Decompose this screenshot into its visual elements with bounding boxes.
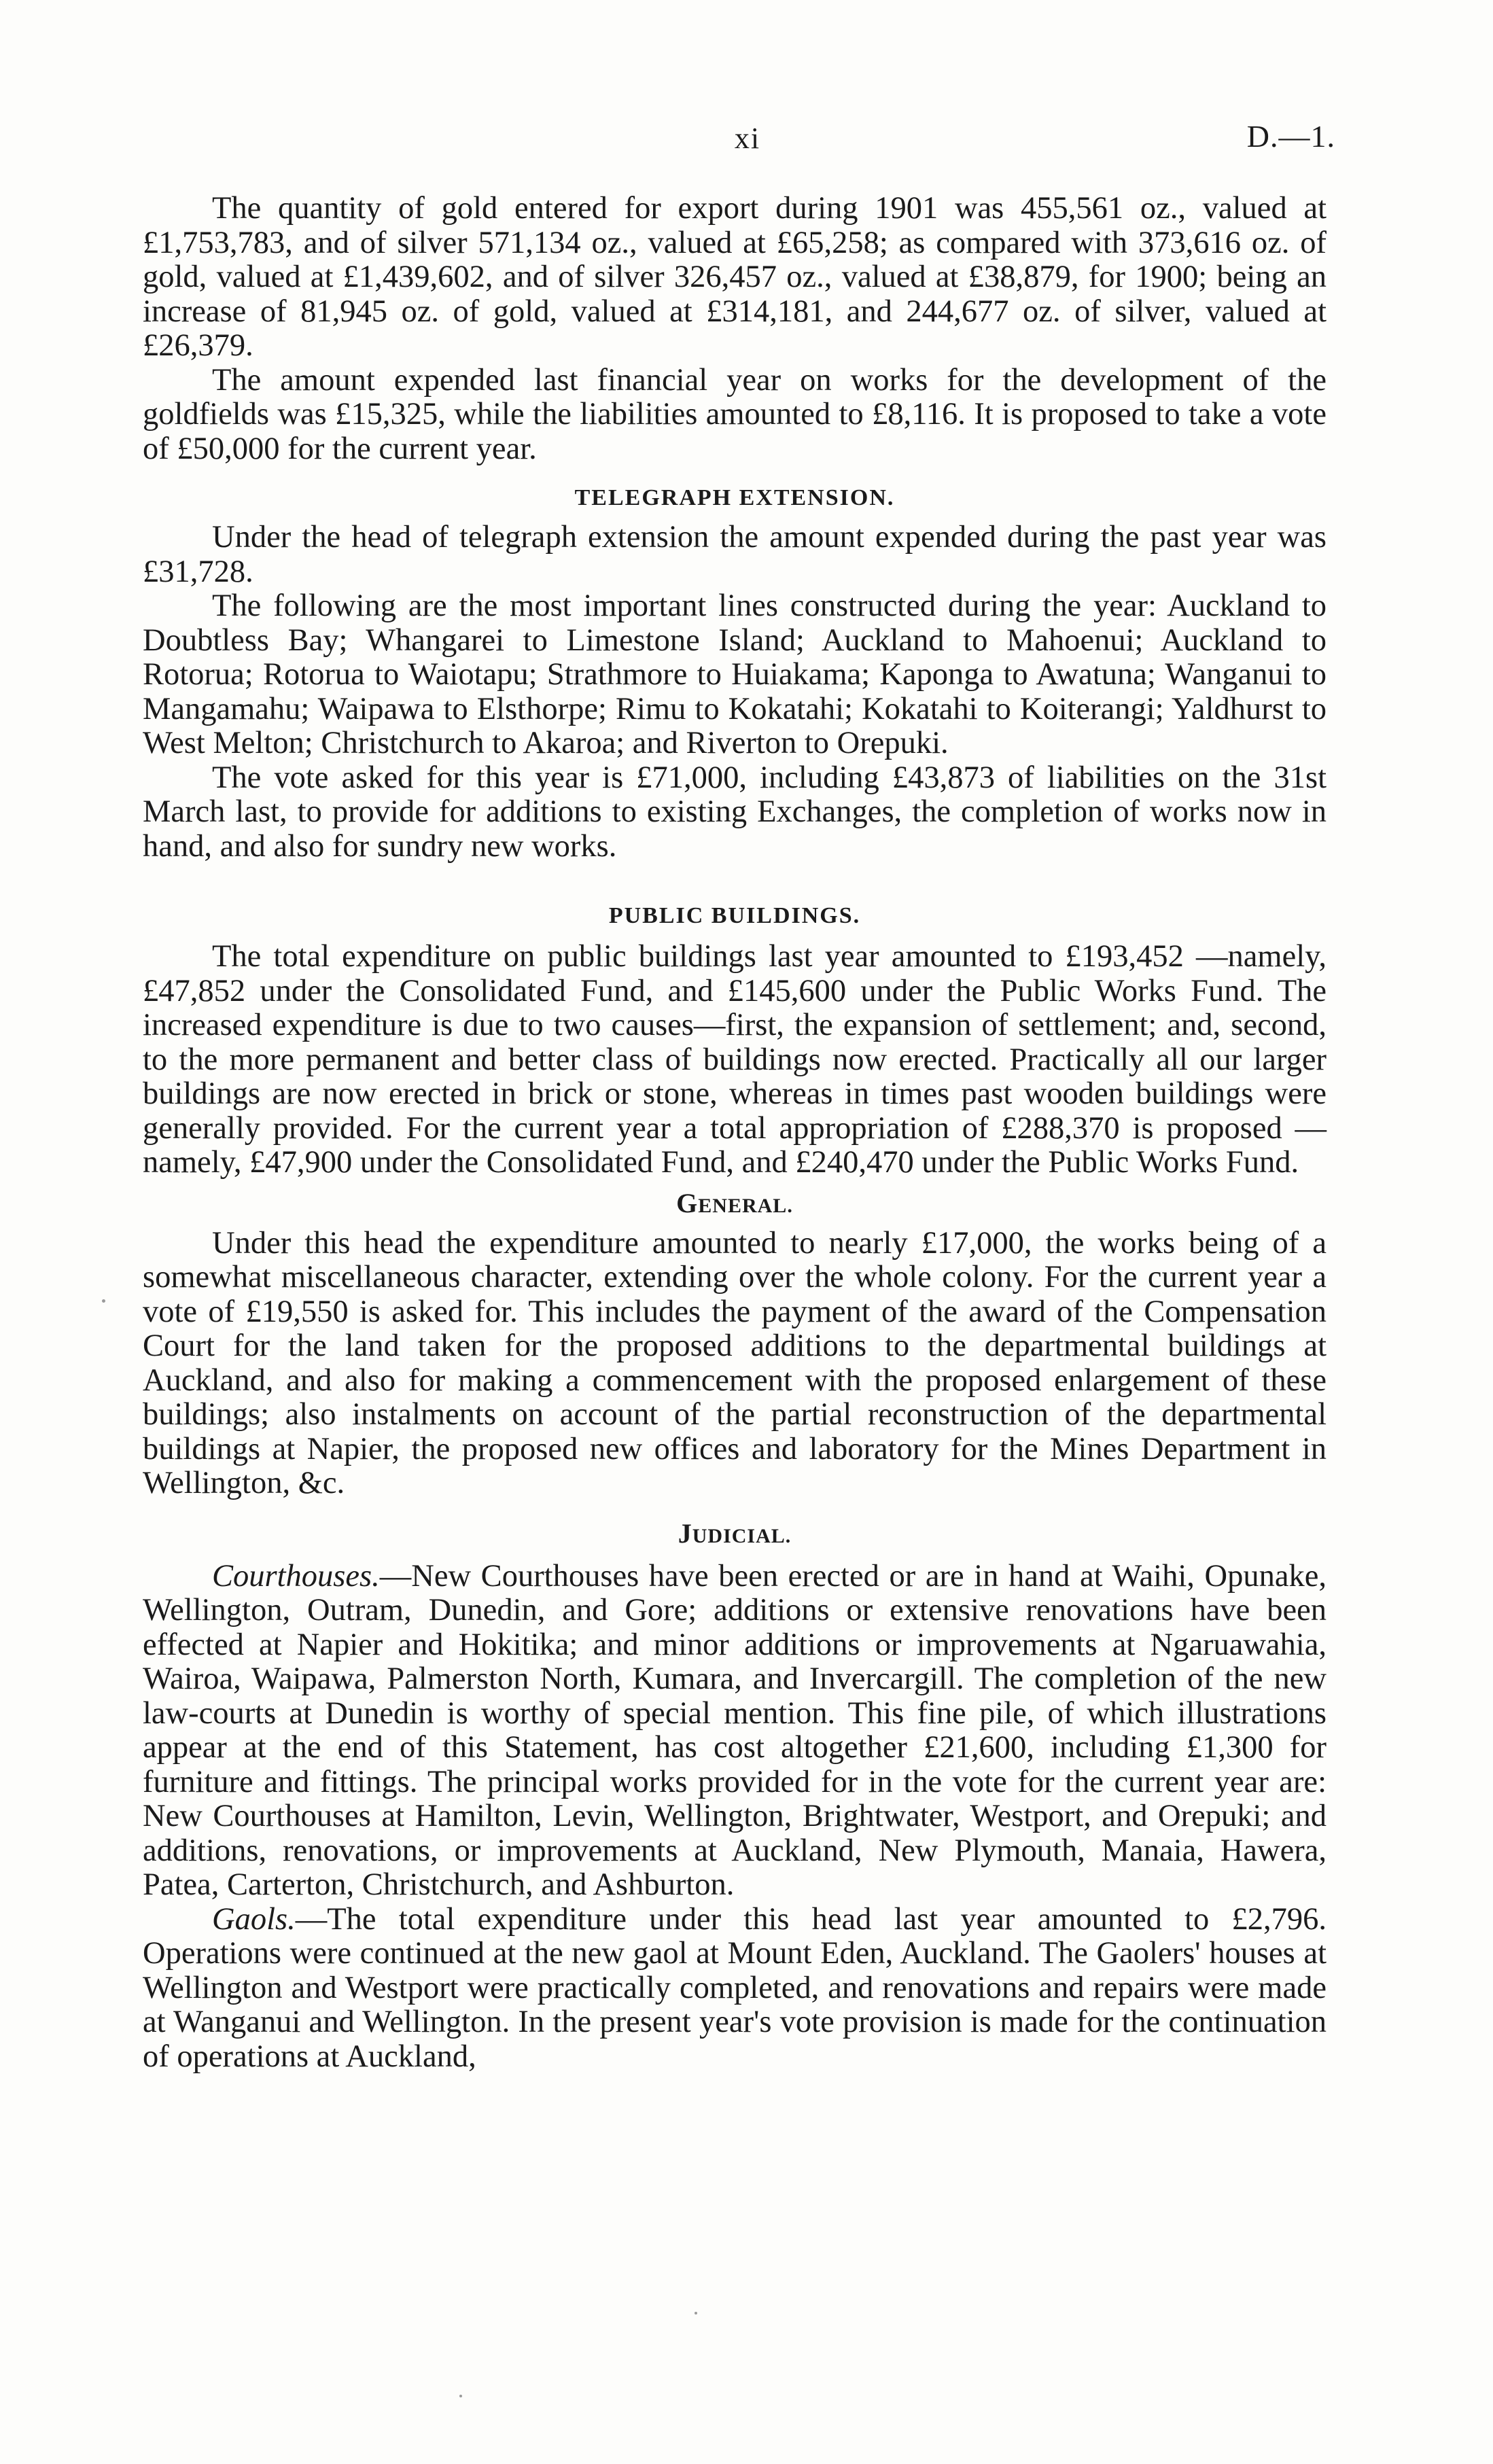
margin-speck-left	[102, 1299, 105, 1303]
telegraph-extension-heading: TELEGRAPH EXTENSION.	[574, 485, 895, 510]
margin-speck-bottom-2	[459, 2395, 462, 2397]
gaols-lead: Gaols.	[212, 1901, 296, 1937]
goldfields-expenditure-paragraph: The amount expended last financial year on works for the development of the goldfields was £15,325, while the liabilities amounted to £8,116. It is proposed to take a vote of £50,000 for the current year.	[143, 362, 1327, 466]
courthouses-text: —New Courthouses have been erected or are in hand at Waihi, Opunake, Wellington, Outram, Dunedin, and Gore; additions or extensive renovations have been effected at Napier and Hokitika; and minor additions or improvements at Ngaruawahia, Wairoa, Waipawa, Palmerston North, Kumara, and Invercargill. The completion of the new law-courts at Dunedin is worthy of special mention. This fine pile, of which illustrations appear at the end of this Statement, has cost altogether £21,600, including £1,300 for furniture and fittings. The principal works provided for in the vote for the current year are: New Courthouses at Hamilton, Levin, Wellington, Brightwater, Westport, and Orepuki; and additions, renovations, or improvements at Auckland, New Plymouth, Manaia, Hawera, Patea, Carterton, Christchurch, and Ashburton.	[143, 1558, 1327, 1902]
judicial-heading-initial: J	[678, 1517, 692, 1549]
page-body	[143, 192, 1327, 2074]
public-buildings-heading: PUBLIC BUILDINGS.	[608, 903, 861, 928]
margin-speck-bottom-1	[695, 2312, 697, 2315]
gaols-text: —The total expenditure under this head last year amounted to £2,796. Operations were continued at the new gaol at Mount Eden, Auckland. The Gaolers' houses at Wellington and Westport were practically completed, and renovations and repairs were made at Wanganui and Wellington. In the present year's vote provision is made for the continuation of operations at Auckland,	[143, 1901, 1327, 2074]
gold-export-paragraph: The quantity of gold entered for export during 1901 was 455,561 oz., valued at £1,753,783, and of silver 571,134 oz., valued at £65,258; as compared with 373,616 oz. of gold, valued at £1,439,602, and of silver 326,457 oz., valued at £38,879, for 1900; being an increase of 81,945 oz. of gold, valued at £314,181, and 244,677 oz. of silver, valued at £26,379.	[143, 191, 1327, 363]
page-number: xi	[734, 122, 761, 155]
general-heading	[143, 1187, 1327, 1218]
courthouses-lead: Courthouses.	[212, 1558, 380, 1594]
telegraph-vote-paragraph: The vote asked for this year is £71,000, including £43,873 of liabilities on the 31st March last, to provide for additions to existing Exchanges, the completion of works now in hand, and also for sundry new works.	[143, 760, 1327, 864]
courthouses-paragraph	[143, 1560, 1327, 1903]
general-heading-initial: G	[676, 1187, 699, 1218]
telegraph-expenditure-paragraph: Under the head of telegraph extension the amount expended during the past year was £31,728.	[143, 520, 1327, 589]
telegraph-lines-paragraph: The following are the most important lines constructed during the year: Auckland to Doubtless Bay; Whangarei to Limestone Island; Auckland to Mahoenui; Auckland to Rotorua; Rotorua to Waiotapu; Strathmore to Huiakama; Kaponga to Awatuna; Wanganui to Mangamahu; Waipawa to Elsthorpe; Rimu to Kokatahi; Kokatahi to Koiterangi; Yaldhurst to West Melton; Christchurch to Akaroa; and Riverton to Orepuki.	[143, 588, 1327, 760]
gaols-paragraph	[143, 1903, 1327, 2075]
general-paragraph: Under this head the expenditure amounted to nearly £17,000, the works being of a somewhat miscellaneous character, extending over the whole colony. For the current year a vote of £19,550 is asked for. This includes the payment of the award of the Compensation Court for the land taken for the proposed additions to the departmental buildings at Auckland, and also for making a commencement with the proposed enlargement of these buildings; also instalments on account of the partial reconstruction of the departmental buildings at Napier, the proposed new offices and laboratory for the Mines Department in Wellington, &c.	[143, 1225, 1327, 1500]
document-code: D.—1.	[1246, 119, 1335, 154]
public-buildings-paragraph: The total expenditure on public buildings last year amounted to £193,452 —namely, £47,852 under the Consolidated Fund, and £145,600 under the Public Works Fund. The increased expenditure is due to two causes—first, the expansion of settlement; and, second, to the more permanent and better class of buildings now erected. Practically all our larger buildings are now erected in brick or stone, whereas in times past wooden buildings were generally provided. For the current year a total appropriation of £288,370 is proposed —namely, £47,900 under the Consolidated Fund, and £240,470 under the Public Works Fund.	[143, 939, 1327, 1180]
judicial-heading-rest: UDICIAL.	[692, 1524, 792, 1547]
general-heading-rest: ENERAL.	[698, 1194, 793, 1217]
judicial-heading	[143, 1517, 1327, 1549]
